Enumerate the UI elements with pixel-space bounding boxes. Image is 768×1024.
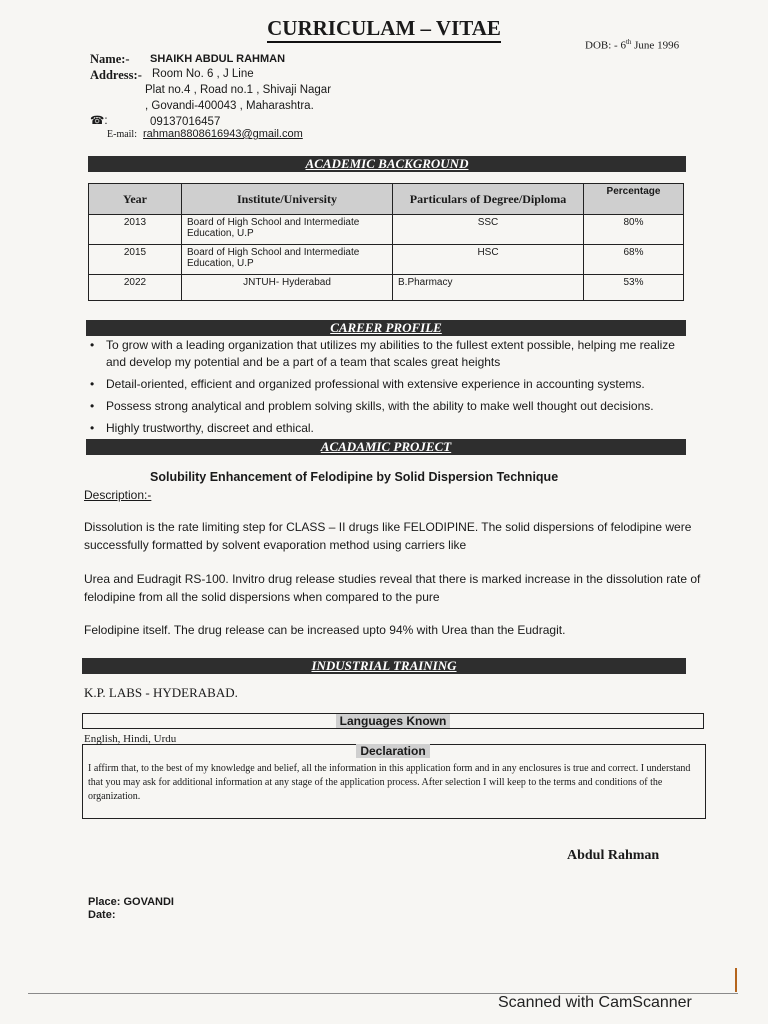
languages-heading: Languages Known [82,713,704,729]
declaration-heading: Declaration [82,744,704,758]
header-percentage: Percentage [584,184,684,215]
address-line-3: , Govandi-400043 , Maharashtra. [145,100,314,112]
list-item: • Possess strong analytical and problem solving skills, with the ability to make well thought out decisions. [82,398,692,415]
date-label: Date: [88,909,116,921]
cell-percentage: 53% [584,275,684,301]
email-link[interactable]: rahman8808616943@gmail.com [143,128,303,140]
project-paragraph-2: Urea and Eudragit RS-100. Invitro drug release studies reveal that there is marked increase in the dissolution rate of felodipine from all the solid dispersions when compared to the pure [84,572,701,604]
date-of-birth: DOB: - 6th June 1996 [585,38,680,52]
cell-institute: Board of High School and Intermediate Education, U.P [182,215,393,245]
training-company: K.P. LABS - HYDERABAD. [84,685,238,700]
header-degree: Particulars of Degree/Diploma [393,184,584,215]
table-row [89,215,684,245]
academic-table [88,183,684,301]
cell-degree: HSC [393,245,584,275]
list-item: • To grow with a leading organization that utilizes my abilities to the fullest extent possible, helping me realize and develop my potential and be a part of a team that scales great heights [82,337,692,371]
cell-year: 2022 [89,275,182,301]
languages-list: English, Hindi, Urdu [84,733,177,745]
declaration-text: I affirm that, to the best of my knowledge and belief, all the information in this application form and in any enclosures is true and correct. I understand that you may ask for additional information at any stage of the application process. After selection I will keep to the terms and conditions of the organization. [88,763,691,802]
name-label: Name:- [90,52,130,66]
section-header-career: CAREER PROFILE [86,320,686,336]
table-row [89,245,684,275]
list-item: • Detail-oriented, efficient and organized professional with extensive experience in accounting systems. [82,376,692,393]
section-header-training: INDUSTRIAL TRAINING [82,658,686,674]
section-header-project: ACADAMIC PROJECT [86,439,686,455]
cell-institute: JNTUH- Hyderabad [182,275,393,301]
cell-degree: B.Pharmacy [393,275,584,301]
table-header-row [89,184,684,215]
name-value: SHAIKH ABDUL RAHMAN [150,53,286,65]
cell-percentage: 68% [584,245,684,275]
address-line-1: Room No. 6 , J Line [152,68,254,80]
table-row [89,275,684,301]
address-label: Address:- [90,68,142,82]
email-label: E-mail: [107,129,137,140]
project-title: Solubility Enhancement of Felodipine by Solid Dispersion Technique [150,470,559,484]
project-paragraph-1: Dissolution is the rate limiting step for CLASS – II drugs like FELODIPINE. The solid dispersions of felodipine were successfully formatted by solvent evaporation method using carriers like [84,520,692,552]
phone-icon: ☎: [90,115,108,127]
cell-year: 2013 [89,215,182,245]
description-label: Description:- [84,488,152,502]
scan-edge-mark [735,968,737,992]
address-line-2: Plat no.4 , Road no.1 , Shivaji Nagar [145,84,332,96]
place: Place: GOVANDI [88,896,174,908]
signature: Abdul Rahman [567,848,660,863]
cell-degree: SSC [393,215,584,245]
cell-year: 2015 [89,245,182,275]
project-paragraph-3: Felodipine itself. The drug release can be increased upto 94% with Urea than the Eudragit. [84,623,566,637]
phone-number: 09137016457 [150,116,221,128]
career-list [82,337,692,442]
header-institute: Institute/University [182,184,393,215]
page-title: CURRICULAM – VITAE [0,16,768,41]
header-year: Year [89,184,182,215]
cell-percentage: 80% [584,215,684,245]
scanner-watermark: Scanned with CamScanner [498,994,692,1011]
list-item: • Highly trustworthy, discreet and ethical. [82,420,692,437]
section-header-academic: ACADEMIC BACKGROUND [88,156,686,172]
cell-institute: Board of High School and Intermediate Education, U.P [182,245,393,275]
